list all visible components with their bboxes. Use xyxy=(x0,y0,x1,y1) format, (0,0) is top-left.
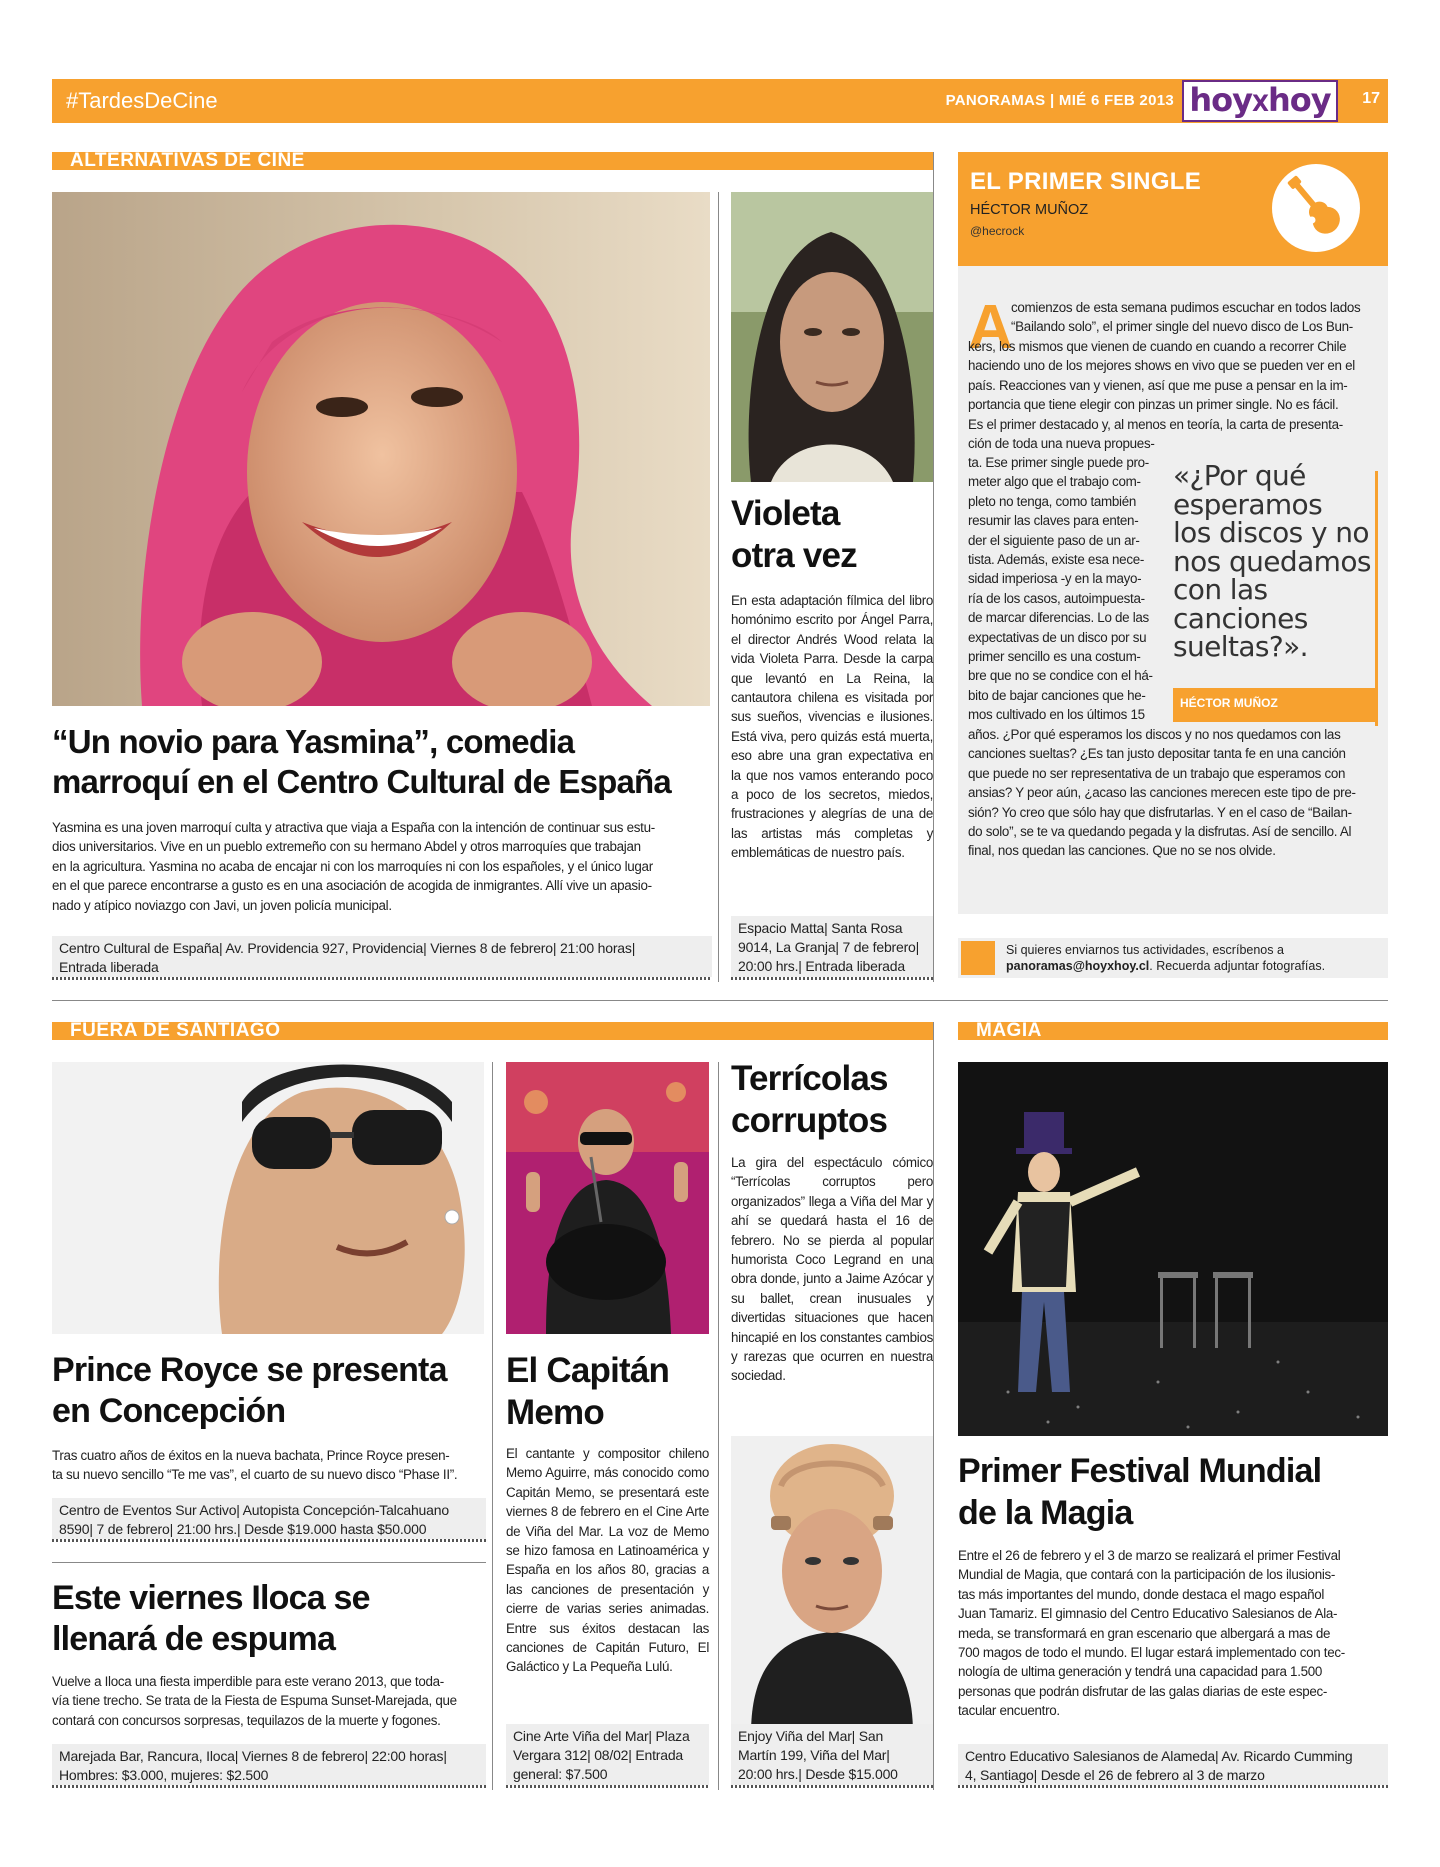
column-divider xyxy=(492,1062,493,1790)
row-divider xyxy=(52,1000,1388,1001)
column-author: HÉCTOR MUÑOZ xyxy=(970,202,1089,218)
contact-email[interactable]: panoramas@hoyxhoy.cl xyxy=(1006,959,1150,973)
contact-box xyxy=(958,938,1388,978)
section-label: MAGIA xyxy=(976,1020,1042,1041)
memo-headline: El Capitán Memo xyxy=(506,1351,670,1432)
yasmina-body: Yasmina es una joven marroquí culta y atractiva que viaja a España con la intención de continuar sus estu- dios universitarios. Vive en un pueblo extremeño con su hermano Abdel y otros marroquíes que trabajan en la agricultura. Yasmina no acaba de encajar ni con los marroquíes ni con los españoles, y el único lugar en el que parece encontrarse a gusto es en una asociación de acogida de inmigrantes. Allí vive un apasio- nado y atípico noviazgo con Javi, un joven policía municipal. xyxy=(52,820,655,913)
terricolas-body: La gira del espectáculo cómico “Terrícolas corruptos pero organizados” llega a Viña del Mar y ahí se quedará hasta el 16 de febrero. No se pierda al popular humorista Coco Legrand en una obra donde, junto a Jaime Azócar y su ballet, crean inusuales y divertidas situaciones que hacen hincapié en los constantes cambios y rarezas que ocurren en nuestra sociedad. xyxy=(731,1155,933,1384)
column-text-top: comienzos de esta semana pudimos escuchar en todos lados “Bailando solo”, el primer single del nuevo disco de Los Bun- xyxy=(1011,300,1361,335)
magia-headline: Primer Festival Mundial de la Magia xyxy=(958,1452,1322,1532)
terricolas-headline: Terrícolas corruptos xyxy=(731,1059,888,1140)
page-number: 17 xyxy=(1362,90,1380,107)
pull-quote: «¿Por qué esperamos los discos y no nos quedamos con las canciones sueltas?». xyxy=(1173,459,1371,663)
contact-marker xyxy=(961,941,995,975)
column-text-bottom: años. ¿Por qué esperamos los discos y no nos quedamos con las canciones sueltas? ¿Es tan justo depositar tanta fe en una canción que puede no ser representativa de un trabajo que esperamos con ansias? Y peor aún, ¿acaso las canciones merecen este tipo de pre- sión? Yo creo que sólo hay que disfrutarlas. Y en el caso de “Bailan- do solo”, se te va quedando pegada y la disfrutas. Así de sencillo. Al final, nos quedan las canciones. Que no se nos olvide. xyxy=(968,727,1356,859)
lloca-info: Marejada Bar, Rancura, Iloca| Viernes 8 de febrero| 22:00 horas| Hombres: $3.000, mujeres: $2.500 xyxy=(52,1744,486,1788)
logo: hoyXhoy xyxy=(1182,80,1338,122)
story-divider xyxy=(52,1562,486,1563)
violeta-headline: Violeta otra vez xyxy=(731,494,857,575)
column-divider xyxy=(933,1022,934,1790)
violeta-photo xyxy=(731,192,933,482)
guitar-icon xyxy=(1272,164,1360,252)
terricolas-photo xyxy=(731,1436,933,1734)
yasmina-photo xyxy=(52,192,710,706)
column-title: EL PRIMER SINGLE xyxy=(970,168,1202,195)
violeta-body: En esta adaptación fílmica del libro homónimo escrito por Ángel Parra, el director Andrés Wood relata la vida Violeta Parra. Desde la carpa que levantó en La Reina, la cantautora chilena es visitada por sus sueños, vivencias e ilusiones. Está viva, pero quizás está muerta, eso abre una gran expectativa en la que nos vamos enterando poco a poco de los secretos, miedos, frustraciones y alegrías de una de las artistas más completas y emblemáticas de nuestro país. xyxy=(731,593,933,861)
section-header-cine xyxy=(52,152,933,170)
memo-photo xyxy=(506,1062,709,1334)
memo-info: Cine Arte Viña del Mar| Plaza Vergara 312| 08/02| Entrada general: $7.500 xyxy=(506,1724,709,1788)
magia-photo xyxy=(958,1062,1388,1436)
lloca-headline: Este viernes Iloca se llenará de espuma xyxy=(52,1579,370,1658)
royce-body: Tras cuatro años de éxitos en la nueva bachata, Prince Royce presen- ta su nuevo sencillo “Te me vas”, el cuarto de su nuevo disco “Phase II”. xyxy=(52,1448,458,1483)
contact-text: Si quieres enviarnos tus actividades, escríbenos a panoramas@hoyxhoy.cl. Recuerda adjuntar fotografías. xyxy=(1006,943,1326,973)
hashtag: #TardesDeCine xyxy=(66,88,218,113)
section-header-fuera xyxy=(52,1022,933,1040)
column-text-narrow: ta. Ese primer single puede pro- meter algo que el trabajo com- pleto no tenga, como también resumir las claves para enten- der el siguiente paso de un ar- tista. Además, existe esa nece- sidad imperiosa -y en la mayo- ría de los casos, autoimpuesta- de marcar diferencias. Lo de las expectativas de un disco por su primer sencillo es una costum- bre que no se condice con el há- bito de bajar canciones que he- mos cultivado en los últimos 15 xyxy=(968,455,1153,723)
lloca-body: Vuelve a Iloca una fiesta imperdible para este verano 2013, que toda- vía tiene trecho. Se trata de la Fiesta de Espuma Sunset-Marejada, que contará con concursos sorpresas, tequilazos de la muerte y fogones. xyxy=(52,1674,457,1728)
violeta-info: Espacio Matta| Santa Rosa 9014, La Granja| 7 de febrero| 20:00 hrs.| Entrada liberada xyxy=(731,916,933,980)
memo-body: El cantante y compositor chileno Memo Aguirre, más conocido como Capitán Memo, se presentará este viernes 8 de febrero en el Cine Arte de Viña del Mar. La voz de Memo se hizo famosa en Latinoamérica y España en los años 80, gracias a las canciones de presentación y cierre de varias series animadas. Entre sus éxitos destacan las canciones de Capitán Futuro, El Galáctico y La Pequeña Lulú. xyxy=(506,1446,709,1675)
quote-signature: HÉCTOR MUÑOZ xyxy=(1173,688,1377,722)
royce-info: Centro de Eventos Sur Activo| Autopista Concepción-Talcahuano 8590| 7 de febrero| 21:00 hrs.| Desde $19.000 hasta $50.000 xyxy=(52,1498,486,1542)
column-divider xyxy=(718,1062,719,1790)
column-text-top-2: kers, los mismos que vienen de cuando en cuando a recorrer Chile haciendo uno de los mejores shows en vivo que se pueden ver en el país. Reacciones van y vienen, así que me puse a pensar en la im- portancia que tiene elegir con pinzas un primer single. No es fácil. Es el primer destacado y, al menos en teoría, la carta de presenta- ción de toda una nueva propues- xyxy=(968,339,1355,452)
yasmina-headline: “Un novio para Yasmina”, comedia marroquí en el Centro Cultural de España xyxy=(52,723,671,800)
royce-headline: Prince Royce se presenta en Concepción xyxy=(52,1351,447,1430)
magia-info: Centro Educativo Salesianos de Alameda| Av. Ricardo Cumming 4, Santiago| Desde el 26 de febrero al 3 de marzo xyxy=(958,1744,1388,1788)
top-bar xyxy=(52,79,1388,123)
yasmina-info: Centro Cultural de España| Av. Providencia 927, Providencia| Viernes 8 de febrero| 21:00 horas| Entrada liberada xyxy=(52,936,712,980)
column-handle: @hecrock xyxy=(970,224,1025,238)
drop-cap: A xyxy=(968,293,1013,362)
section-header-magia xyxy=(958,1022,1388,1040)
terricolas-info: Enjoy Viña del Mar| San Martín 199, Viña del Mar| 20:00 hrs.| Desde $15.000 xyxy=(731,1724,933,1788)
section-date: PANORAMAS | MIÉ 6 FEB 2013 xyxy=(945,92,1174,109)
magia-body: Entre el 26 de febrero y el 3 de marzo se realizará el primer Festival Mundial de Magia, que contará con la participación de los ilusionis- tas más importantes del mundo, donde destaca el mago español Juan Tamariz. El gimnasio del Centro Educativo Salesianos de Ala- meda, se transformará en gran escenario que albergará a mas de 700 magos de todo el mundo. El lugar estará implementado con tec- nología de ultima generación y tendrá una capacidad para 1.500 personas que podrán disfrutar de las galas diarias de este espec- tacular encuentro. xyxy=(958,1548,1345,1719)
column-divider xyxy=(933,152,934,982)
column-divider xyxy=(718,192,719,982)
section-label: FUERA DE SANTIAGO xyxy=(70,1020,281,1041)
royce-photo xyxy=(52,1062,484,1334)
column-header xyxy=(958,152,1388,266)
section-label: ALTERNATIVAS DE CINE xyxy=(70,150,305,171)
